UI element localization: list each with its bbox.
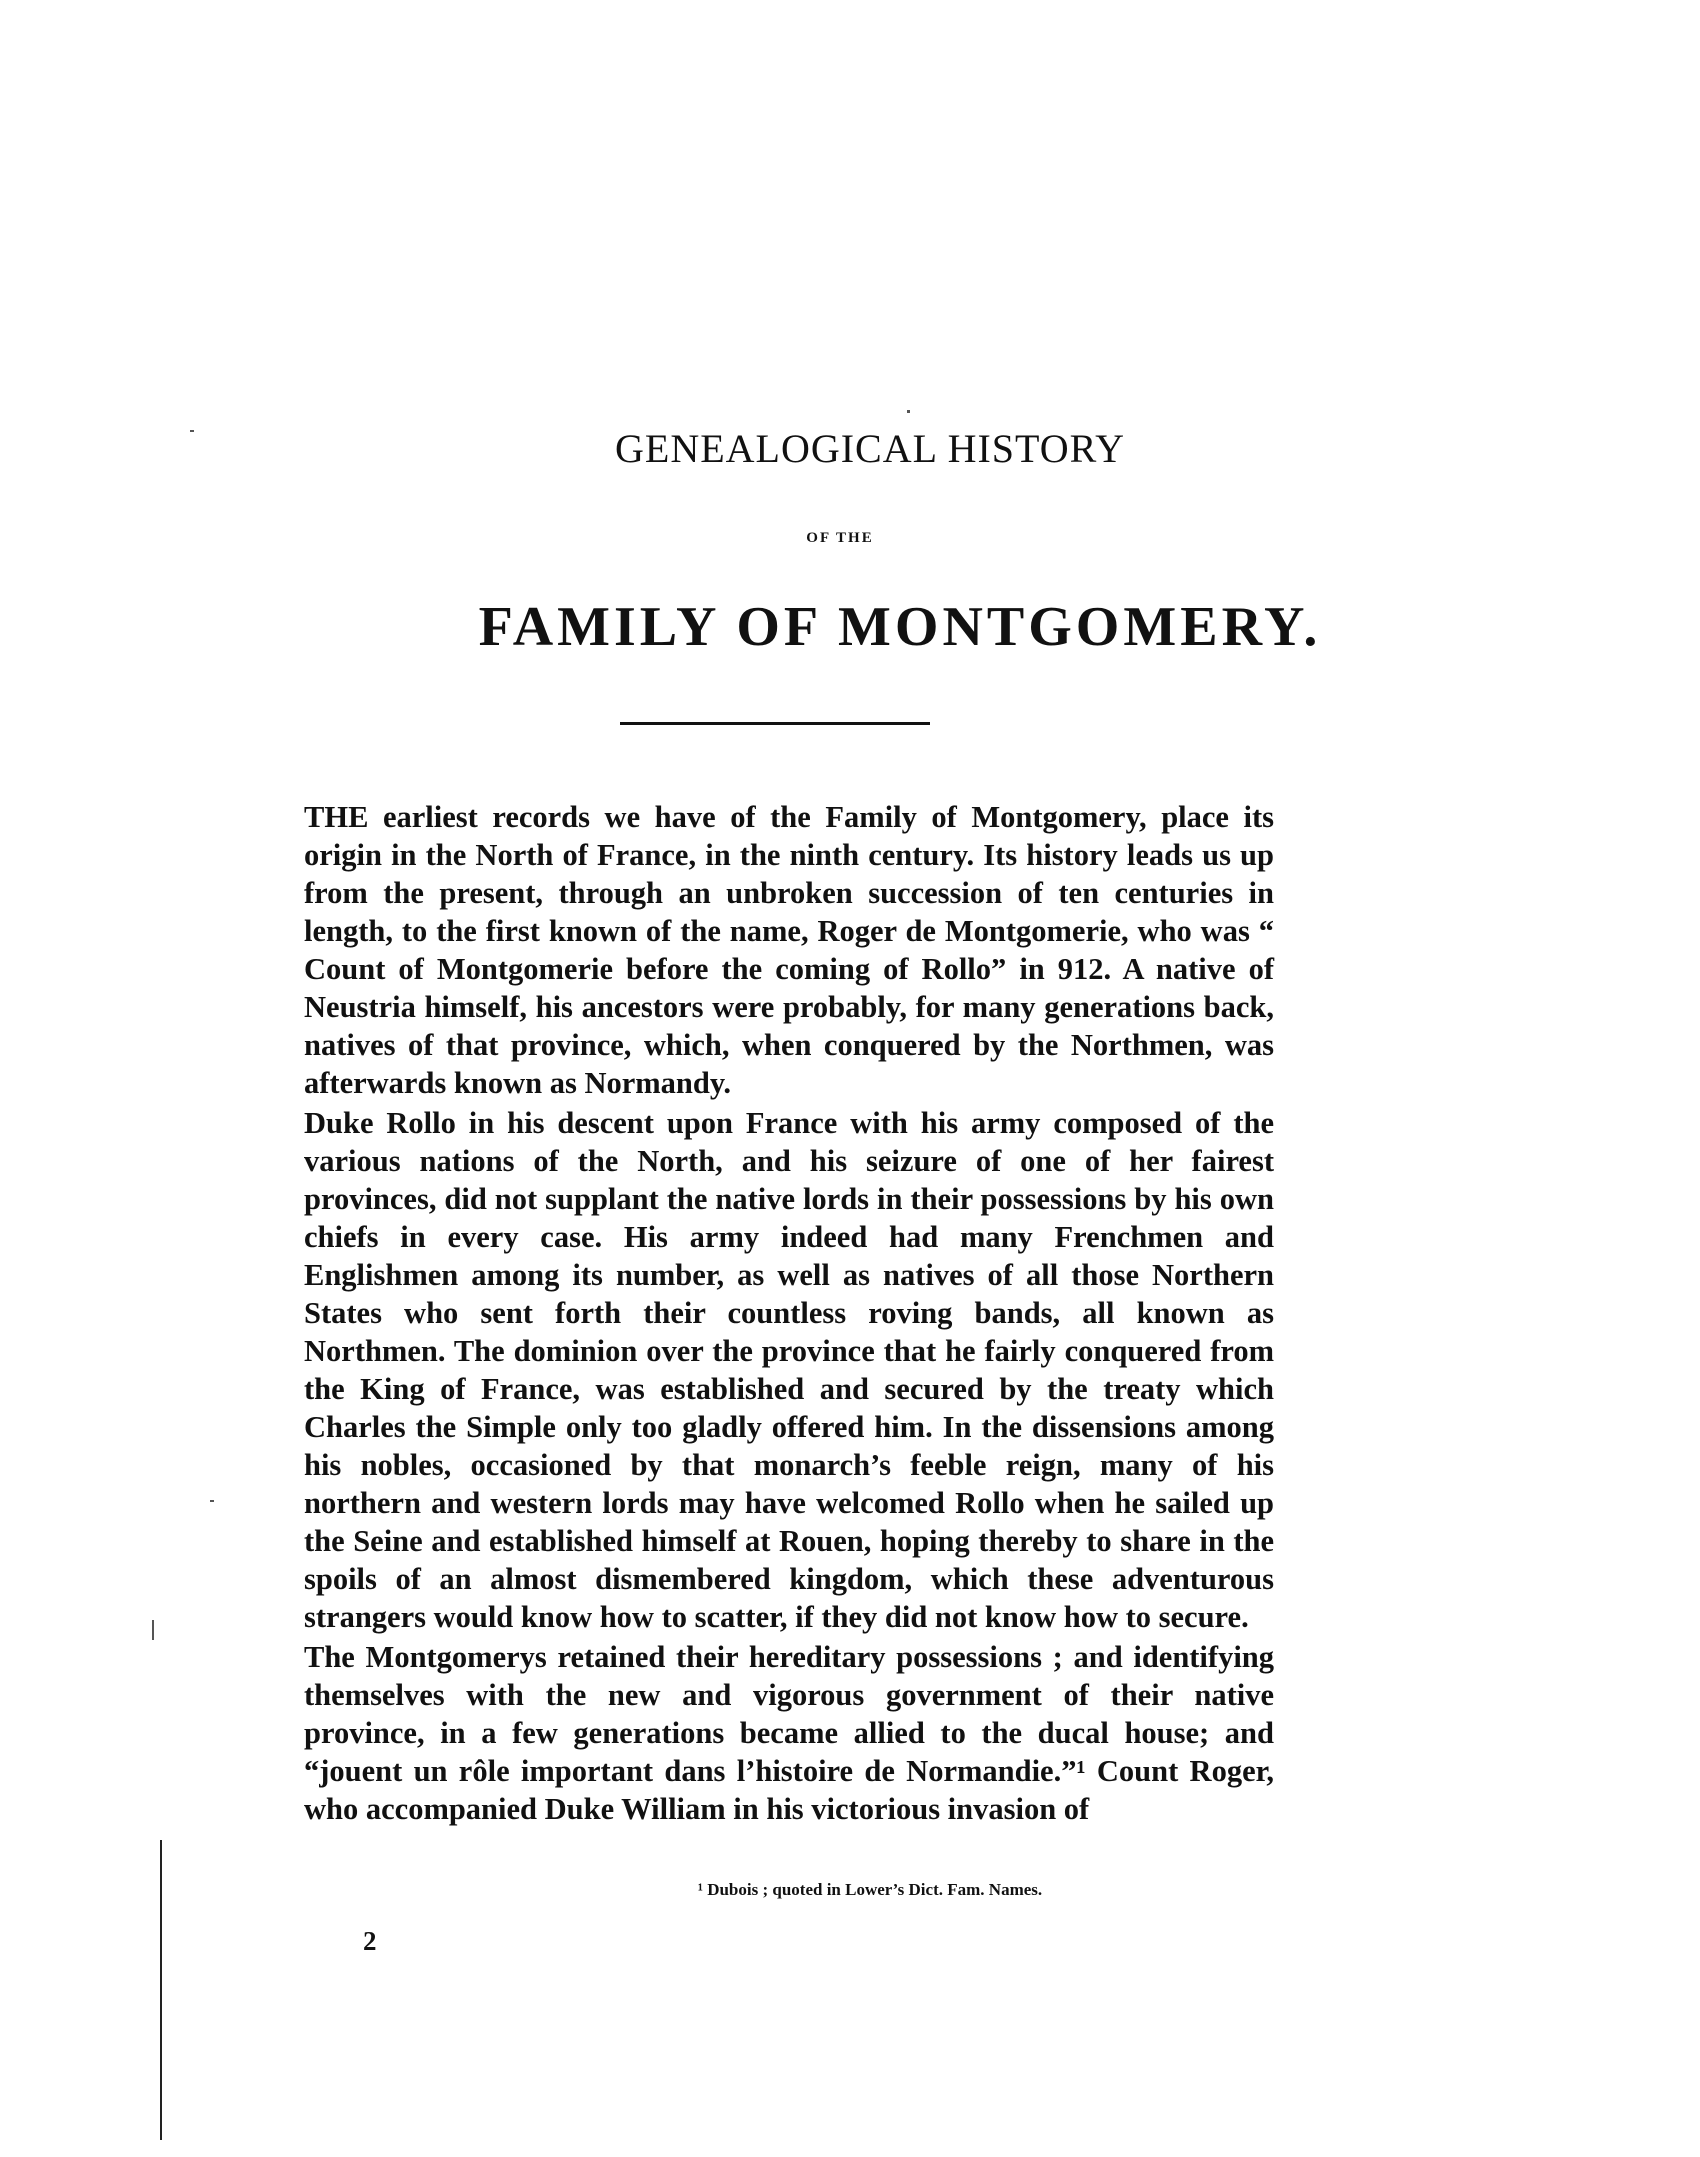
page-number: 2 bbox=[363, 1926, 377, 1956]
scan-speck bbox=[152, 1620, 154, 1640]
title-line-family-of-montgomery: FAMILY OF MONTGOMERY. bbox=[478, 596, 1322, 658]
scan-edge-line bbox=[160, 1840, 162, 2140]
scan-speck bbox=[190, 430, 194, 432]
paragraph-1: THE earliest records we have of the Family of Montgomery, place its origin in the North of France, in the ninth century. Its history leads us up from the present, through an unbroken succession of ten centuries in length, to the first known of the name, Roger de Montgomerie, who was “ Count of Montgomerie before the coming of Rollo” in 912. A native of Neustria himself, his ancestors were probably, for many generations back, natives of that province, which, when conquered by the Northmen, was afterwards known as Normandy. bbox=[304, 800, 1274, 1100]
title-line-of-the: OF THE bbox=[806, 530, 874, 546]
paragraph-2: Duke Rollo in his descent upon France with his army composed of the various nations of the North, and his seizure of one of her fairest provinces, did not supplant the native lords in their possessions by his own chiefs in every case. His army indeed had many Frenchmen and Englishmen among its number, as well as natives of all those Northern States who sent forth their countless roving bands, all known as Northmen. The dominion over the province that he fairly conquered from the King of France, was established and secured by the treaty which Charles the Simple only too gladly offered him. In the dissensions among his nobles, occasioned by that monarch’s feeble reign, many of his northern and western lords may have welcomed Rollo when he sailed up the Seine and established himself at Rouen, hoping thereby to share in the spoils of an almost dismembered kingdom, which these adventurous strangers would know how to scatter, if they did not know how to secure. bbox=[304, 1106, 1274, 1634]
scan-speck bbox=[907, 410, 910, 413]
body-text bbox=[304, 798, 1274, 1828]
footnote: ¹ Dubois ; quoted in Lower’s Dict. Fam. Names. bbox=[697, 1880, 1043, 1899]
paragraph-3: The Montgomerys retained their hereditary possessions ; and identifying themselves with the new and vigorous government of their native province, in a few generations became allied to the ducal house; and “jouent un rôle important dans l’histoire de Normandie.”¹ Count Roger, who accompanied Duke William in his victorious invasion of bbox=[304, 1640, 1274, 1826]
title-line-genealogical-history: GENEALOGICAL HISTORY bbox=[615, 426, 1125, 471]
title-divider-rule bbox=[620, 722, 930, 725]
scan-speck bbox=[210, 1500, 214, 1502]
